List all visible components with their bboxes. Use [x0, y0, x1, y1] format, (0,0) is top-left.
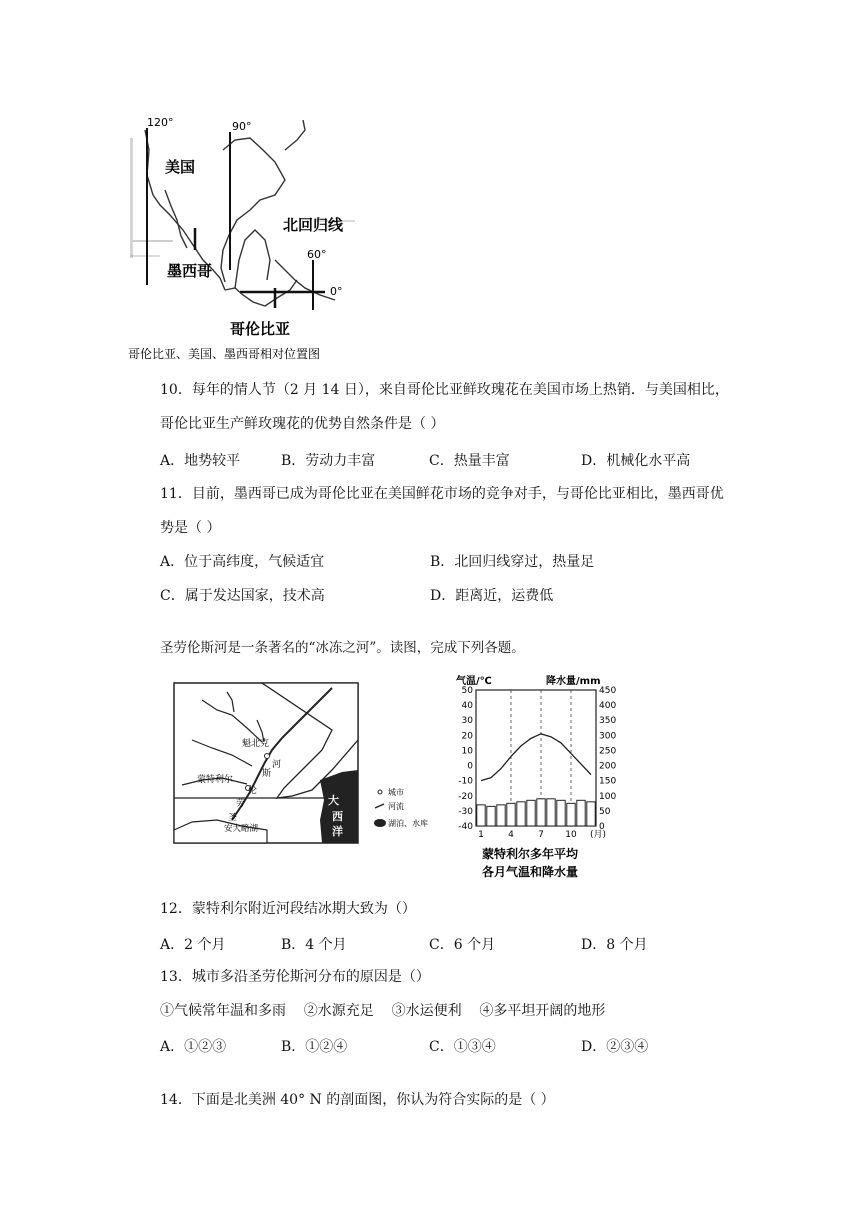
label-river-si: 斯 [262, 769, 272, 779]
left-tick-label: -40 [458, 822, 473, 832]
left-tick-label: 0 [467, 761, 473, 772]
precipitation-bar [487, 806, 495, 826]
legend-lake-label: 湖泊、水库 [388, 819, 428, 828]
map-colombia-usa-mexico [125, 110, 365, 365]
legend-city-symbol [378, 790, 382, 794]
label-quebec: 魁北克 [242, 739, 270, 749]
label-river-lun: 伦 [248, 786, 258, 796]
chart-title-line2: 各月气温和降水量 [482, 865, 579, 879]
q12-stem: 12．蒙特利尔附近河段结冰期大致为（） [160, 901, 416, 917]
legend-river-label: 河流 [388, 802, 404, 811]
city-quebec [265, 754, 270, 759]
legend-river-symbol [375, 804, 384, 808]
label-90: 90° [232, 120, 252, 133]
q10-option-a[interactable]: A．地势较平 [160, 453, 241, 469]
precipitation-bar [557, 800, 565, 826]
q11-option-a[interactable]: A．位于高纬度，气候适宜 [160, 554, 325, 570]
q12-option-c[interactable]: C．6 个月 [429, 937, 496, 953]
precipitation-bar [587, 802, 595, 826]
label-atlantic-2: 西 [332, 810, 343, 823]
chart-ylabel-left: 气温/℃ [456, 676, 492, 687]
q12-option-b[interactable]: B．4 个月 [281, 937, 347, 953]
right-tick-label: 100 [599, 791, 617, 802]
right-tick-label: 350 [599, 716, 617, 727]
left-tick-label: 40 [461, 701, 473, 712]
right-tick-label: 250 [599, 746, 617, 757]
q13-option-d[interactable]: D．②③④ [581, 1039, 649, 1055]
precipitation-bar [537, 799, 545, 826]
chart-title-line1: 蒙特利尔多年平均 [482, 847, 579, 861]
x-tick-label: 10 [565, 830, 577, 840]
x-unit-label: (月) [590, 830, 607, 840]
label-0: 0° [330, 285, 343, 298]
label-120: 120° [147, 116, 174, 129]
left-tick-label: -20 [458, 791, 473, 802]
label-ontario: 安大略湖 [224, 824, 259, 834]
precipitation-bar [477, 805, 485, 826]
right-tick-label: 150 [599, 776, 617, 787]
left-tick-label: 50 [461, 686, 473, 696]
q13-option-b[interactable]: B．①②④ [281, 1039, 348, 1055]
legend-city-label: 城市 [388, 788, 404, 797]
q13-option-c[interactable]: C．①③④ [429, 1039, 496, 1055]
label-atlantic-1: 大 [328, 794, 339, 807]
left-tick-label: -30 [458, 806, 473, 817]
label-river-he: 河 [272, 760, 282, 770]
q11-line1: 11．目前，墨西哥已成为哥伦比亚在美国鲜花市场的竞争对手，与哥伦比亚相比，墨西哥优 [160, 486, 724, 502]
right-tick-label: 300 [599, 731, 617, 742]
right-tick-label: 450 [599, 686, 617, 696]
label-river-sheng: 圣 [228, 813, 238, 823]
q12-option-a[interactable]: A．2 个月 [160, 937, 226, 953]
precipitation-bar [507, 803, 515, 826]
q13-option-a[interactable]: A．①②③ [160, 1039, 227, 1055]
precipitation-bar [547, 799, 555, 826]
q10-option-d[interactable]: D．机械化水平高 [581, 453, 691, 469]
right-tick-label: 400 [599, 701, 617, 712]
label-atlantic-3: 洋 [332, 825, 343, 838]
label-colombia: 哥伦比亚 [230, 320, 291, 338]
q14-stem: 14．下面是北美洲 40° N 的剖面图，你认为符合实际的是（ ） [160, 1092, 555, 1108]
q10-line2: 哥伦比亚生产鲜玫瑰花的优势自然条件是（ ） [160, 416, 445, 432]
q11-option-b[interactable]: B．北回归线穿过，热量足 [430, 554, 595, 570]
left-tick-label: 20 [461, 731, 473, 742]
q11-option-d[interactable]: D．距离近，运费低 [430, 588, 554, 604]
left-tick-label: -10 [458, 776, 473, 787]
left-tick-label: 30 [461, 716, 473, 727]
x-tick-label: 1 [478, 830, 484, 840]
q13-items: ①气候常年温和多雨 ②水源充足 ③水运便利 ④多平坦开阔的地形 [160, 1003, 606, 1019]
right-tick-label: 200 [599, 761, 617, 772]
precipitation-bar [527, 800, 535, 826]
q11-line2: 势是（ ） [160, 520, 221, 536]
left-tick-label: 10 [461, 746, 473, 757]
chart-ylabel-right: 降水量/mm [546, 676, 601, 687]
right-tick-label: 0 [599, 822, 605, 832]
x-tick-label: 7 [538, 830, 544, 840]
precipitation-bar [567, 803, 575, 826]
q10-line1: 10．每年的情人节（2 月 14 日），来自哥伦比亚鲜玫瑰花在美国市场上热销．与美国相比， [160, 382, 729, 398]
q13-stem: 13．城市多沿圣劳伦斯河分布的原因是（） [160, 969, 430, 985]
legend-lake-symbol [374, 819, 386, 827]
q10-option-c[interactable]: C．热量丰富 [429, 453, 510, 469]
q11-option-c[interactable]: C．属于发达国家，技术高 [160, 588, 325, 604]
label-mexico: 墨西哥 [167, 262, 213, 280]
label-montreal: 蒙特利尔 [197, 775, 234, 785]
precipitation-bar [577, 800, 585, 826]
precipitation-bar [497, 805, 505, 826]
label-river-lao: 劳 [236, 799, 246, 809]
montreal-climate-chart [446, 668, 626, 890]
map1-caption: 哥伦比亚、美国、墨西哥相对位置图 [128, 347, 321, 361]
label-60: 60° [307, 248, 327, 261]
right-tick-label: 50 [599, 806, 611, 817]
precipitation-bar [517, 802, 525, 826]
q12-option-d[interactable]: D．8 个月 [581, 937, 648, 953]
label-tropic: 北回归线 [283, 216, 344, 234]
q10-option-b[interactable]: B．劳动力丰富 [281, 453, 376, 469]
map-st-lawrence [172, 680, 442, 845]
x-tick-label: 4 [508, 830, 514, 840]
label-usa: 美国 [165, 158, 196, 176]
intro-text: 圣劳伦斯河是一条著名的“冰冻之河”。读图，完成下列各题。 [160, 640, 525, 656]
